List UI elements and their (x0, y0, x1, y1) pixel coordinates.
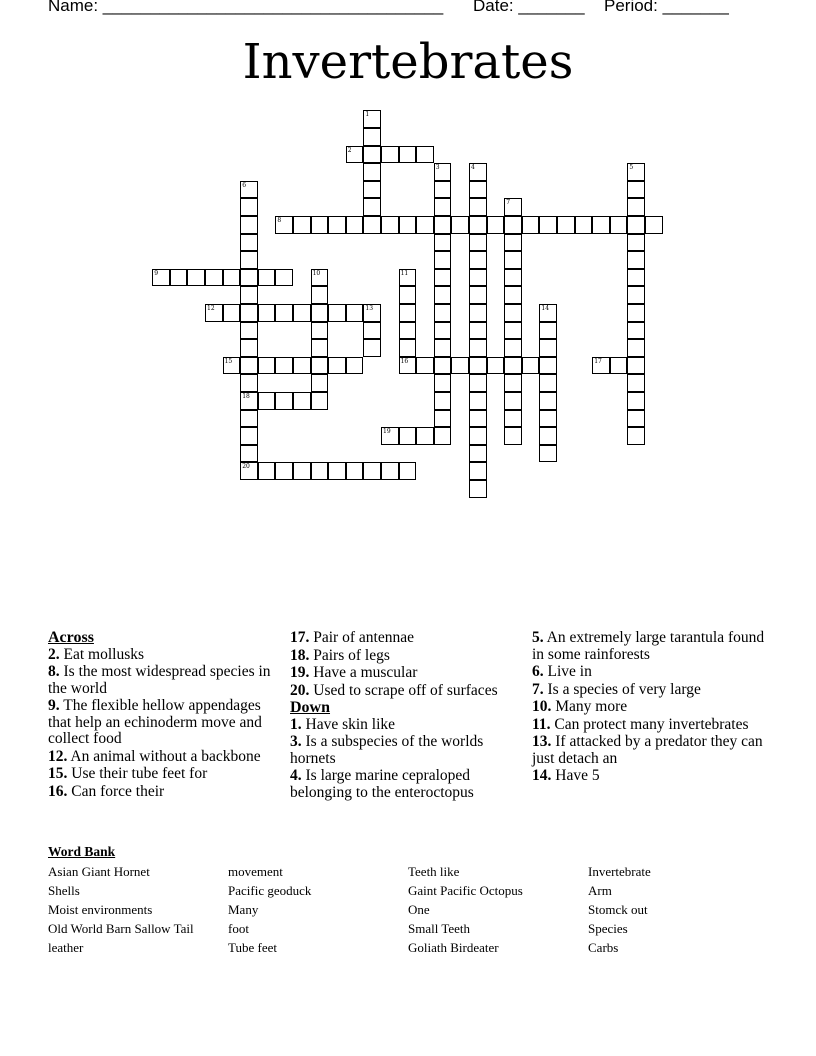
crossword-cell[interactable] (575, 216, 593, 234)
word-bank-item: Small Teeth (408, 921, 471, 936)
crossword-cell[interactable] (504, 216, 522, 234)
clue-down-13: 13. If attacked by a predator they can just detach an (532, 733, 763, 767)
crossword-cell[interactable] (539, 374, 557, 392)
crossword-cell[interactable] (627, 216, 645, 234)
word-bank-column-4 (588, 862, 651, 957)
clue-number-label: 8 (277, 217, 282, 224)
crossword-cell[interactable] (627, 181, 645, 199)
word-bank-item: Pacific geoduck (228, 883, 312, 898)
crossword-cell[interactable] (434, 427, 452, 445)
clue-number-label: 4 (471, 164, 475, 172)
word-bank-item: Asian Giant Hornet (48, 864, 150, 879)
clue-down-11: 11. Can protect many invertebrates (532, 715, 749, 733)
clue-number-label: 10 (312, 269, 321, 277)
word-bank-column-2 (228, 862, 311, 957)
crossword-cell[interactable] (311, 357, 329, 375)
crossword-cell[interactable] (434, 374, 452, 392)
crossword-cell[interactable] (451, 357, 469, 375)
crossword-cell[interactable] (328, 357, 346, 375)
crossword-cell[interactable] (275, 269, 293, 287)
crossword-grid (0, 0, 816, 520)
crossword-cell[interactable] (434, 357, 452, 375)
clue-across-16: 16. Can force their (48, 782, 165, 800)
crossword-cell[interactable] (205, 269, 223, 287)
clue-number-label: 5 (629, 164, 634, 172)
crossword-cell[interactable] (434, 234, 452, 252)
crossword-cell[interactable] (240, 234, 258, 252)
crossword-cell[interactable] (504, 269, 522, 287)
crossword-cell[interactable] (539, 322, 557, 340)
crossword-cell[interactable] (170, 269, 188, 287)
crossword-cell[interactable] (557, 216, 575, 234)
page-title: Invertebrates (242, 34, 574, 90)
clue-down-3: 3. Is a subspecies of the worlds hornets (290, 733, 484, 767)
crossword-cell[interactable] (627, 374, 645, 392)
clue-number-label: 3 (435, 164, 440, 172)
crossword-cell[interactable] (416, 427, 434, 445)
clue-down-7: 7. Is a species of very large (532, 680, 701, 698)
crossword-cell[interactable] (399, 322, 417, 340)
clue-across-20: 20. Used to scrape off of surfaces (290, 681, 498, 699)
crossword-cell[interactable] (258, 462, 276, 480)
crossword-cell[interactable] (504, 251, 522, 269)
down-heading: Down (290, 699, 331, 716)
crossword-cell[interactable] (363, 339, 381, 357)
word-bank-item: Arm (588, 883, 612, 898)
crossword-cell[interactable] (522, 357, 540, 375)
crossword-cell[interactable] (293, 216, 311, 234)
clue-number-label: 14 (541, 305, 550, 312)
crossword-cell[interactable] (504, 392, 522, 410)
clue-down-6: 6. Live in (532, 663, 592, 680)
crossword-cell[interactable] (504, 304, 522, 322)
crossword-cell[interactable] (627, 339, 645, 357)
crossword-cell[interactable] (469, 251, 487, 269)
crossword-cell[interactable] (311, 392, 329, 410)
word-bank-title: Word Bank (48, 844, 116, 859)
crossword-cell[interactable] (627, 234, 645, 252)
clue-number-label: 17 (594, 357, 602, 365)
crossword-cell[interactable] (240, 339, 258, 357)
clue-number-label: 11 (400, 269, 409, 277)
word-bank-item: movement (228, 864, 283, 879)
crossword-cell[interactable] (469, 374, 487, 392)
crossword-cell[interactable] (311, 322, 329, 340)
clue-column-3 (532, 630, 772, 786)
crossword-cell[interactable] (451, 216, 469, 234)
clue-number-label: 19 (383, 428, 391, 436)
crossword-cell[interactable] (363, 163, 381, 181)
crossword-cell[interactable] (504, 374, 522, 392)
crossword-cell[interactable] (469, 445, 487, 463)
crossword-cell[interactable] (469, 216, 487, 234)
clue-across-12: 12. An animal without a backbone (48, 747, 261, 765)
crossword-cell[interactable] (381, 146, 399, 164)
crossword-cell[interactable] (434, 216, 452, 234)
word-bank-item: Goliath Birdeater (408, 940, 499, 955)
crossword-cell[interactable] (311, 374, 329, 392)
crossword-cell[interactable] (469, 339, 487, 357)
crossword-cell[interactable] (328, 216, 346, 234)
crossword-cell[interactable] (610, 357, 628, 375)
clue-column-1 (48, 630, 278, 801)
crossword-cell[interactable] (399, 216, 417, 234)
crossword-cell[interactable] (469, 462, 487, 480)
crossword-cell[interactable] (627, 410, 645, 428)
crossword-cell[interactable] (293, 304, 311, 322)
crossword-cell[interactable] (363, 146, 381, 164)
word-bank-item: One (408, 902, 430, 917)
crossword-cell[interactable] (311, 216, 329, 234)
crossword-cell[interactable] (363, 216, 381, 234)
clue-number-label: 16 (400, 357, 409, 365)
clue-number-label: 1 (365, 111, 370, 119)
crossword-cell[interactable] (328, 462, 346, 480)
crossword-cell[interactable] (469, 357, 487, 375)
crossword-cell[interactable] (627, 269, 645, 287)
crossword-cell[interactable] (469, 269, 487, 287)
crossword-cell[interactable] (627, 304, 645, 322)
clue-down-5: 5. An extremely large tarantula found in some rainforests (532, 629, 765, 663)
crossword-cell[interactable] (504, 357, 522, 375)
crossword-cell[interactable] (275, 357, 293, 375)
word-bank-item: Species (588, 921, 628, 936)
word-bank-item: Carbs (588, 940, 619, 955)
crossword-cell[interactable] (504, 286, 522, 304)
crossword-cell[interactable] (469, 286, 487, 304)
crossword-cell[interactable] (311, 304, 329, 322)
name-field-label[interactable]: Name: ____________________________________ (48, 0, 444, 15)
crossword-cell[interactable] (293, 357, 311, 375)
word-bank-item: Teeth like (408, 864, 460, 879)
crossword-cell[interactable] (434, 304, 452, 322)
word-bank-item: Shells (48, 883, 80, 898)
date-field-label[interactable]: Date: _______ (473, 0, 585, 15)
crossword-cell[interactable] (399, 339, 417, 357)
crossword-cell[interactable] (469, 322, 487, 340)
crossword-cell[interactable] (311, 339, 329, 357)
crossword-cell[interactable] (469, 198, 487, 216)
crossword-cell[interactable] (240, 427, 258, 445)
crossword-cell[interactable] (363, 128, 381, 146)
clue-number-label: 9 (154, 269, 159, 277)
crossword-cell[interactable] (627, 357, 645, 375)
clue-number-label: 6 (242, 181, 247, 189)
clue-number-label: 13 (365, 305, 374, 312)
clue-down-1: 1. Have skin like (290, 715, 396, 733)
crossword-cell[interactable] (240, 216, 258, 234)
crossword-cell[interactable] (399, 462, 417, 480)
crossword-cell[interactable] (627, 322, 645, 340)
word-bank-column-3 (408, 862, 523, 957)
clue-down-14: 14. Have 5 (532, 767, 600, 784)
crossword-cell[interactable] (469, 392, 487, 410)
crossword-cell[interactable] (240, 322, 258, 340)
crossword-cell[interactable] (469, 427, 487, 445)
clue-number-label: 12 (207, 305, 215, 312)
clue-number-label: 2 (347, 146, 352, 154)
crossword-cell[interactable] (645, 216, 663, 234)
crossword-cell[interactable] (258, 269, 276, 287)
crossword-cell[interactable] (627, 251, 645, 269)
crossword-cell[interactable] (504, 322, 522, 340)
word-bank-item: Invertebrate (588, 864, 651, 879)
word-bank-item: Moist environments (48, 902, 153, 917)
clue-number-label: 15 (224, 357, 233, 365)
crossword-cell[interactable] (346, 304, 364, 322)
word-bank-item: Many (228, 902, 259, 917)
crossword-cell[interactable] (504, 234, 522, 252)
crossword-cell[interactable] (240, 357, 258, 375)
clue-across-9: 9. The flexible hellow appendages that help an echinoderm move and collect food (48, 697, 262, 747)
crossword-cell[interactable] (293, 462, 311, 480)
word-bank-item: Old World Barn Sallow Tail (48, 921, 194, 936)
crossword-cell[interactable] (275, 462, 293, 480)
crossword-cell[interactable] (434, 410, 452, 428)
crossword-cell[interactable] (539, 445, 557, 463)
crossword-cell[interactable] (187, 269, 205, 287)
crossword-cell[interactable] (258, 304, 276, 322)
crossword-cell[interactable] (539, 410, 557, 428)
crossword-cell[interactable] (416, 216, 434, 234)
crossword-cell[interactable] (504, 410, 522, 428)
crossword-cell[interactable] (469, 410, 487, 428)
crossword-cell[interactable] (592, 216, 610, 234)
crossword-cell[interactable] (346, 357, 364, 375)
crossword-cell[interactable] (399, 304, 417, 322)
crossword-cell[interactable] (399, 427, 417, 445)
crossword-cell[interactable] (363, 322, 381, 340)
crossword-cell[interactable] (627, 198, 645, 216)
crossword-cell[interactable] (311, 462, 329, 480)
clue-number-label: 7 (506, 199, 511, 207)
crossword-cell[interactable] (469, 304, 487, 322)
period-field-label[interactable]: Period: _______ (604, 0, 729, 15)
clue-across-17: 17. Pair of antennae (290, 629, 414, 646)
crossword-cell[interactable] (275, 392, 293, 410)
crossword-cell[interactable] (434, 286, 452, 304)
crossword-cell[interactable] (240, 286, 258, 304)
crossword-cell[interactable] (416, 146, 434, 164)
crossword-cell[interactable] (610, 216, 628, 234)
clue-number-label: 20 (242, 463, 250, 471)
crossword-cell[interactable] (240, 445, 258, 463)
word-bank-item: Gaint Pacific Octopus (408, 883, 523, 898)
crossword-cell[interactable] (240, 251, 258, 269)
crossword-cell[interactable] (539, 357, 557, 375)
crossword-cell[interactable] (381, 462, 399, 480)
clue-down-4: 4. Is large marine cepraloped belonging to the enteroctopus (290, 767, 474, 801)
clue-number-label: 18 (242, 393, 250, 400)
word-bank-item: leather (48, 940, 84, 955)
word-bank-item: Stomck out (588, 902, 648, 917)
crossword-cell[interactable] (240, 410, 258, 428)
crossword-cell[interactable] (293, 392, 311, 410)
crossword-cell[interactable] (627, 427, 645, 445)
crossword-cell[interactable] (539, 392, 557, 410)
crossword-cell[interactable] (487, 216, 505, 234)
crossword-cell[interactable] (416, 357, 434, 375)
clue-across-19: 19. Have a muscular (290, 664, 418, 681)
crossword-cell[interactable] (522, 216, 540, 234)
clue-column-2 (290, 630, 520, 802)
crossword-cell[interactable] (346, 216, 364, 234)
crossword-cell[interactable] (258, 357, 276, 375)
crossword-cell[interactable] (381, 216, 399, 234)
crossword-cell[interactable] (539, 216, 557, 234)
clue-down-10: 10. Many more (532, 698, 628, 715)
clue-across-18: 18. Pairs of legs (290, 646, 390, 664)
crossword-cell[interactable] (469, 181, 487, 199)
crossword-cell[interactable] (627, 286, 645, 304)
crossword-cell[interactable] (469, 480, 487, 498)
word-bank-item: foot (228, 921, 249, 936)
crossword-cell[interactable] (434, 198, 452, 216)
crossword-cell[interactable] (275, 304, 293, 322)
clue-across-15: 15. Use their tube feet for (48, 765, 208, 782)
crossword-cell[interactable] (240, 269, 258, 287)
crossword-cell[interactable] (240, 304, 258, 322)
crossword-cell[interactable] (346, 462, 364, 480)
crossword-cell[interactable] (434, 392, 452, 410)
clue-across-8: 8. Is the most widespread species in the world (48, 663, 271, 697)
crossword-cell[interactable] (434, 251, 452, 269)
crossword-cell[interactable] (363, 462, 381, 480)
crossword-cell[interactable] (399, 286, 417, 304)
crossword-cell[interactable] (311, 286, 329, 304)
crossword-cell[interactable] (223, 304, 241, 322)
crossword-cell[interactable] (240, 198, 258, 216)
crossword-cell[interactable] (363, 181, 381, 199)
crossword-cell[interactable] (434, 269, 452, 287)
across-heading: Across (48, 629, 94, 646)
crossword-cell[interactable] (627, 392, 645, 410)
crossword-cell[interactable] (539, 339, 557, 357)
crossword-cell[interactable] (487, 357, 505, 375)
crossword-cell[interactable] (504, 339, 522, 357)
crossword-cell[interactable] (223, 269, 241, 287)
word-bank-column-1 (48, 862, 194, 957)
crossword-cell[interactable] (328, 304, 346, 322)
crossword-cell[interactable] (363, 198, 381, 216)
crossword-cell[interactable] (258, 392, 276, 410)
crossword-cell[interactable] (434, 322, 452, 340)
crossword-cell[interactable] (399, 146, 417, 164)
crossword-cell[interactable] (504, 427, 522, 445)
crossword-cell[interactable] (469, 234, 487, 252)
word-bank-item: Tube feet (228, 940, 277, 955)
crossword-cell[interactable] (434, 181, 452, 199)
crossword-cell[interactable] (539, 427, 557, 445)
crossword-cell[interactable] (434, 339, 452, 357)
clue-across-2: 2. Eat mollusks (48, 645, 145, 663)
crossword-cell[interactable] (240, 374, 258, 392)
